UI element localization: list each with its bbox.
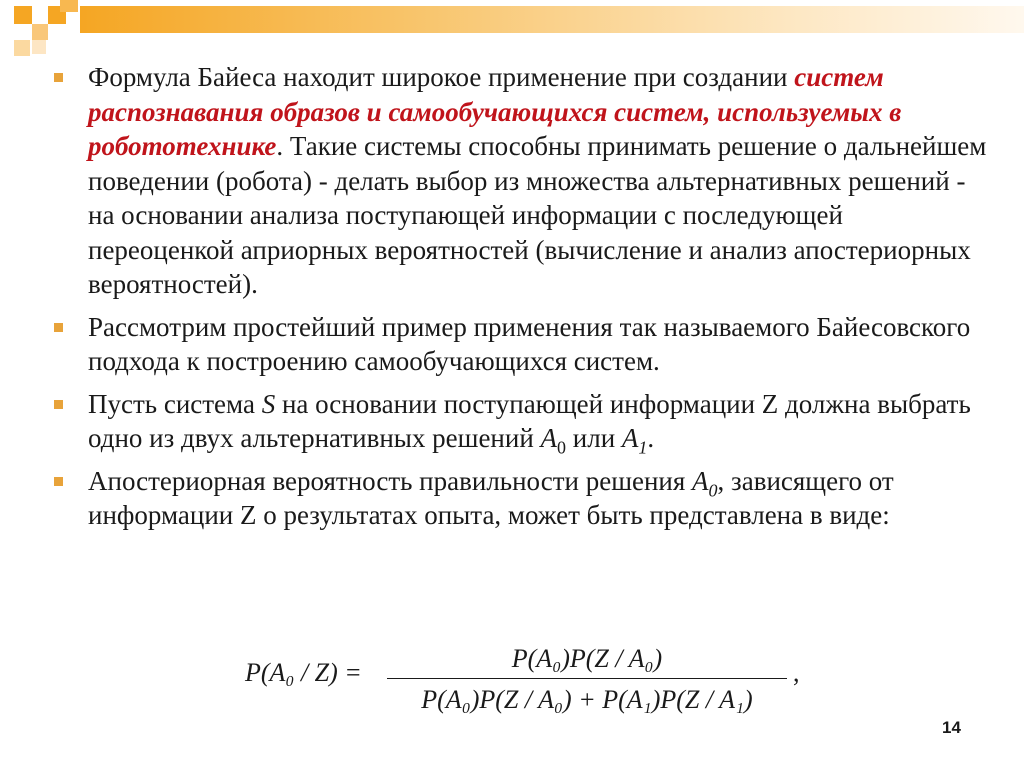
text-segment: систем распознавания образов и самообучающихся систем, используемых в робототехнике <box>88 62 902 161</box>
bullet-item <box>48 310 988 379</box>
header-gradient-bar <box>80 6 1024 33</box>
bullet-text <box>88 464 988 533</box>
bullet-text <box>88 387 988 456</box>
bullet-text <box>88 60 988 302</box>
text-segment: Формула Байеса находит широкое применение при создании <box>88 62 795 92</box>
bullet-item <box>48 60 988 302</box>
text-segment: 0 <box>557 437 567 458</box>
text-segment: A <box>621 423 639 453</box>
formula-lhs: P(A₀ / Z) = <box>245 658 362 687</box>
slide-content <box>48 60 988 541</box>
page-number: 14 <box>942 718 961 737</box>
bullet-text <box>88 310 988 379</box>
square-bullet-icon <box>54 477 63 486</box>
text-segment: Рассмотрим простейший пример применения так называемого Байесовского подхода к построению самообучающихся систем. <box>88 311 971 376</box>
formula-numerator: P(A₀)P(Z / A₀) <box>511 644 663 673</box>
square-bullet-icon <box>54 73 63 82</box>
text-segment: . <box>647 423 655 453</box>
text-segment: 1 <box>638 437 648 458</box>
bullet-item <box>48 387 988 456</box>
text-segment: или <box>566 423 622 453</box>
formula-comma: , <box>793 658 800 687</box>
text-segment: на основании поступающей информации Z должна выбрать одно из двух альтернативных решений <box>88 388 971 453</box>
fraction-bar <box>387 678 787 679</box>
square-bullet-icon <box>54 400 63 409</box>
bayes-formula <box>245 640 845 730</box>
formula-denominator: P(A₀)P(Z / A₀) + P(A₁)P(Z / A₁) <box>421 685 753 714</box>
text-segment: A <box>692 465 709 496</box>
text-segment: Пусть система <box>88 388 262 419</box>
text-segment: . Такие системы способны принимать решение о дальнейшем поведении (робота) - делать выбор из множества альтернативных решений - на основании анализа поступающей информации с последующей переоценкой априорных вероятностей (вычисление и анализ апостериорных вероятностей). <box>88 131 987 299</box>
formula-fraction <box>387 640 787 719</box>
text-segment: A <box>540 423 558 453</box>
text-segment: Апостериорная вероятность правильности решения <box>88 465 693 496</box>
text-segment: S <box>261 388 276 419</box>
bullet-item <box>48 464 988 533</box>
text-segment: , зависящего от информации Z о результатах опыта, может быть представлена в виде: <box>88 465 894 530</box>
text-segment: 0 <box>708 479 718 500</box>
square-bullet-icon <box>54 323 63 332</box>
